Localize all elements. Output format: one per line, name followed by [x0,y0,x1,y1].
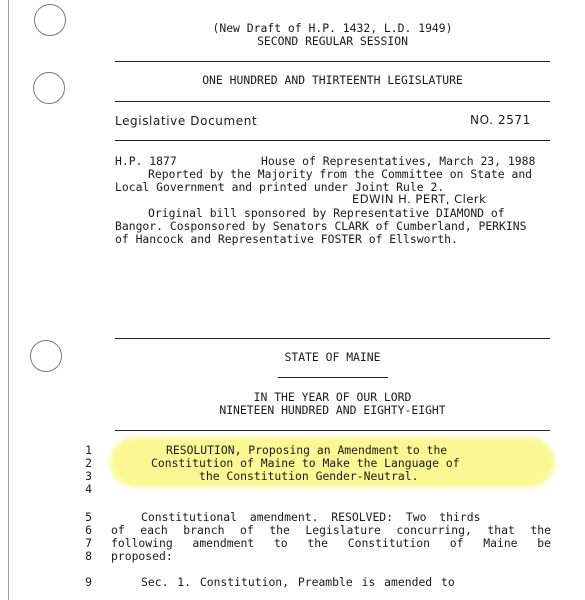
year-line-2: NINETEEN HUNDRED AND EIGHTY-EIGHT [219,403,446,417]
rule-3 [115,140,550,141]
body-line-5: Constitutional amendment. RESOLVED: Two thirds [141,510,481,524]
legislature-line: ONE HUNDRED AND THIRTEENTH LEGISLATURE [202,73,463,87]
body-line-7: following amendment to the Constitution of Maine be [111,536,551,550]
draft-line: (New Draft of H.P. 1432, L.D. 1949) [212,21,453,35]
rule-short-1 [278,377,388,378]
line-number: 5 [85,510,92,524]
hp-number: H.P. 1877 [115,154,177,168]
rule-4 [115,338,550,339]
page-edge [8,0,9,600]
line-number: 3 [85,469,92,483]
session-line: SECOND REGULAR SESSION [257,34,408,48]
resolution-line-2: Constitution of Maine to Make the Language of [151,456,460,470]
rule-5 [115,430,550,431]
punch-hole-bottom [30,340,62,372]
clerk-line: EDWIN H. PERT, Clerk [352,192,487,206]
resolution-line-3: the Constitution Gender-Neutral. [199,469,419,483]
line-number: 2 [85,456,92,470]
punch-hole-top [34,4,66,36]
rule-1 [115,61,550,62]
body-line-9: Sec. 1. Constitution, Preamble is amended to [141,575,455,589]
line-number: 7 [85,536,92,550]
punch-hole-middle [33,72,65,104]
document-label: Legislative Document [115,114,258,128]
resolution-line-1: RESOLUTION, Proposing an Amendment to the [166,443,448,457]
house-date: House of Representatives, March 23, 1988 [261,154,536,168]
body-line-6: of each branch of the Legislature concurring, that the [111,523,551,537]
intro-line-2: Reported by the Majority from the Committee on State and [148,167,533,181]
body-line-8: proposed: [111,549,173,563]
line-number: 6 [85,523,92,537]
line-number: 8 [85,549,92,563]
document-number: NO. 2571 [470,113,531,127]
year-line-1: IN THE YEAR OF OUR LORD [253,390,412,404]
intro-line-3: Local Government and printed under Joint Rule 2. [115,180,445,194]
line-number: 9 [85,575,92,589]
intro-line-6: Bangor. Cosponsored by Senators CLARK of Cumberland, PERKINS [115,219,527,233]
rule-2 [115,101,550,102]
line-number: 1 [85,443,92,457]
line-number: 4 [85,482,92,496]
intro-line-7: of Hancock and Representative FOSTER of Ellsworth. [115,232,458,246]
intro-line-5: Original bill sponsored by Representative DIAMOND of [148,206,505,220]
state-title: STATE OF MAINE [284,350,381,364]
